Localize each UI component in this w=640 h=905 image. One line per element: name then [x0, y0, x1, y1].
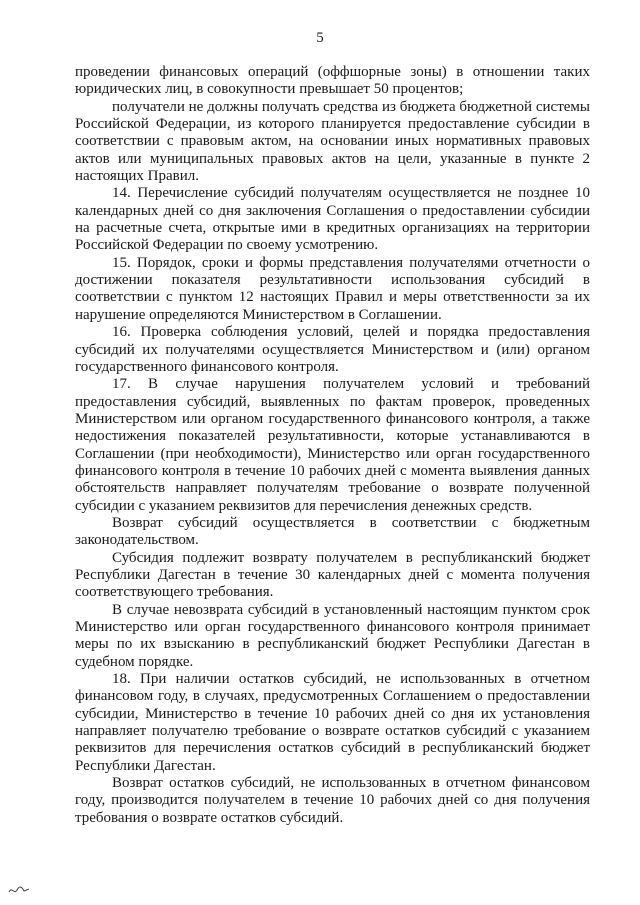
paragraph-14: 14. Перечисление субсидий получателям осуществляется не позднее 10 календарных дней со дня заключения Соглашения о предоставлении субсидии на расчетные счета, открытые ими в кредитных организациях на территории Российской Федерации по своему усмотрению.	[75, 185, 590, 254]
paragraph-refund: Возврат субсидий осуществляется в соответствии с бюджетным законодательством.	[75, 514, 590, 549]
paragraph-18: 18. При наличии остатков субсидий, не использованных в отчетном финансовом году, в случаях, предусмотренных Соглашением о предоставлении субсидии, Министерство в течение 10 рабочих дней со дня их установления направляет получателю требование о возврате остатков субсидий с указанием реквизитов для перечисления остатков субсидий в республиканский бюджет Республики Дагестан.	[75, 671, 590, 774]
handwritten-mark	[8, 884, 30, 896]
document-body	[75, 64, 590, 827]
paragraph-17: 17. В случае нарушения получателем условий и требований предоставления субсидий, выявленных по фактам проверок, проведенных Министерством или органом государственного финансового контроля, а также недостижения показателей результативности, которые устанавливаются в Соглашении (при необходимости), Министерство или орган государственного финансового контроля в течение 10 рабочих дней с момента выявления данных обстоятельств направляет получателям требование о возврате полученной субсидии с указанием реквизитов для перечисления денежных средств.	[75, 376, 590, 514]
paragraph-non-refund: В случае невозврата субсидий в установленный настоящим пунктом срок Министерство или орган государственного финансового контроля принимает меры по их взысканию в республиканский бюджет Республики Дагестан в судебном порядке.	[75, 601, 590, 670]
paragraph-15: 15. Порядок, сроки и формы представления получателями отчетности о достижении показателя результативности использования субсидий в соответствии с пунктом 12 настоящих Правил и меры ответственности за их нарушение определяются Министерством в Соглашении.	[75, 254, 590, 323]
page-number: 5	[316, 30, 324, 46]
paragraph-recipients-condition: получатели не должны получать средства из бюджета бюджетной системы Российской Федерации, из которого планируется предоставление субсидии в соответствии с правовым актом, на основании иных нормативных правовых актов или муниципальных правовых актов на цели, указанные в пункте 2 настоящих Правил.	[75, 98, 590, 185]
paragraph-continuation: проведении финансовых операций (оффшорные зоны) в отношении таких юридических лиц, в совокупности превышает 50 процентов;	[75, 64, 590, 98]
paragraph-16: 16. Проверка соблюдения условий, целей и порядка предоставления субсидий их получателями осуществляется Министерством и (или) органом государственного финансового контроля.	[75, 324, 590, 375]
paragraph-refund-deadline: Субсидия подлежит возврату получателем в республиканский бюджет Республики Дагестан в течение 30 календарных дней с момента получения соответствующего требования.	[75, 549, 590, 601]
paragraph-remainder-refund: Возврат остатков субсидий, не использованных в отчетном финансовом году, производится получателем в течение 10 рабочих дней со дня получения требования о возврате остатков субсидий.	[75, 775, 590, 826]
